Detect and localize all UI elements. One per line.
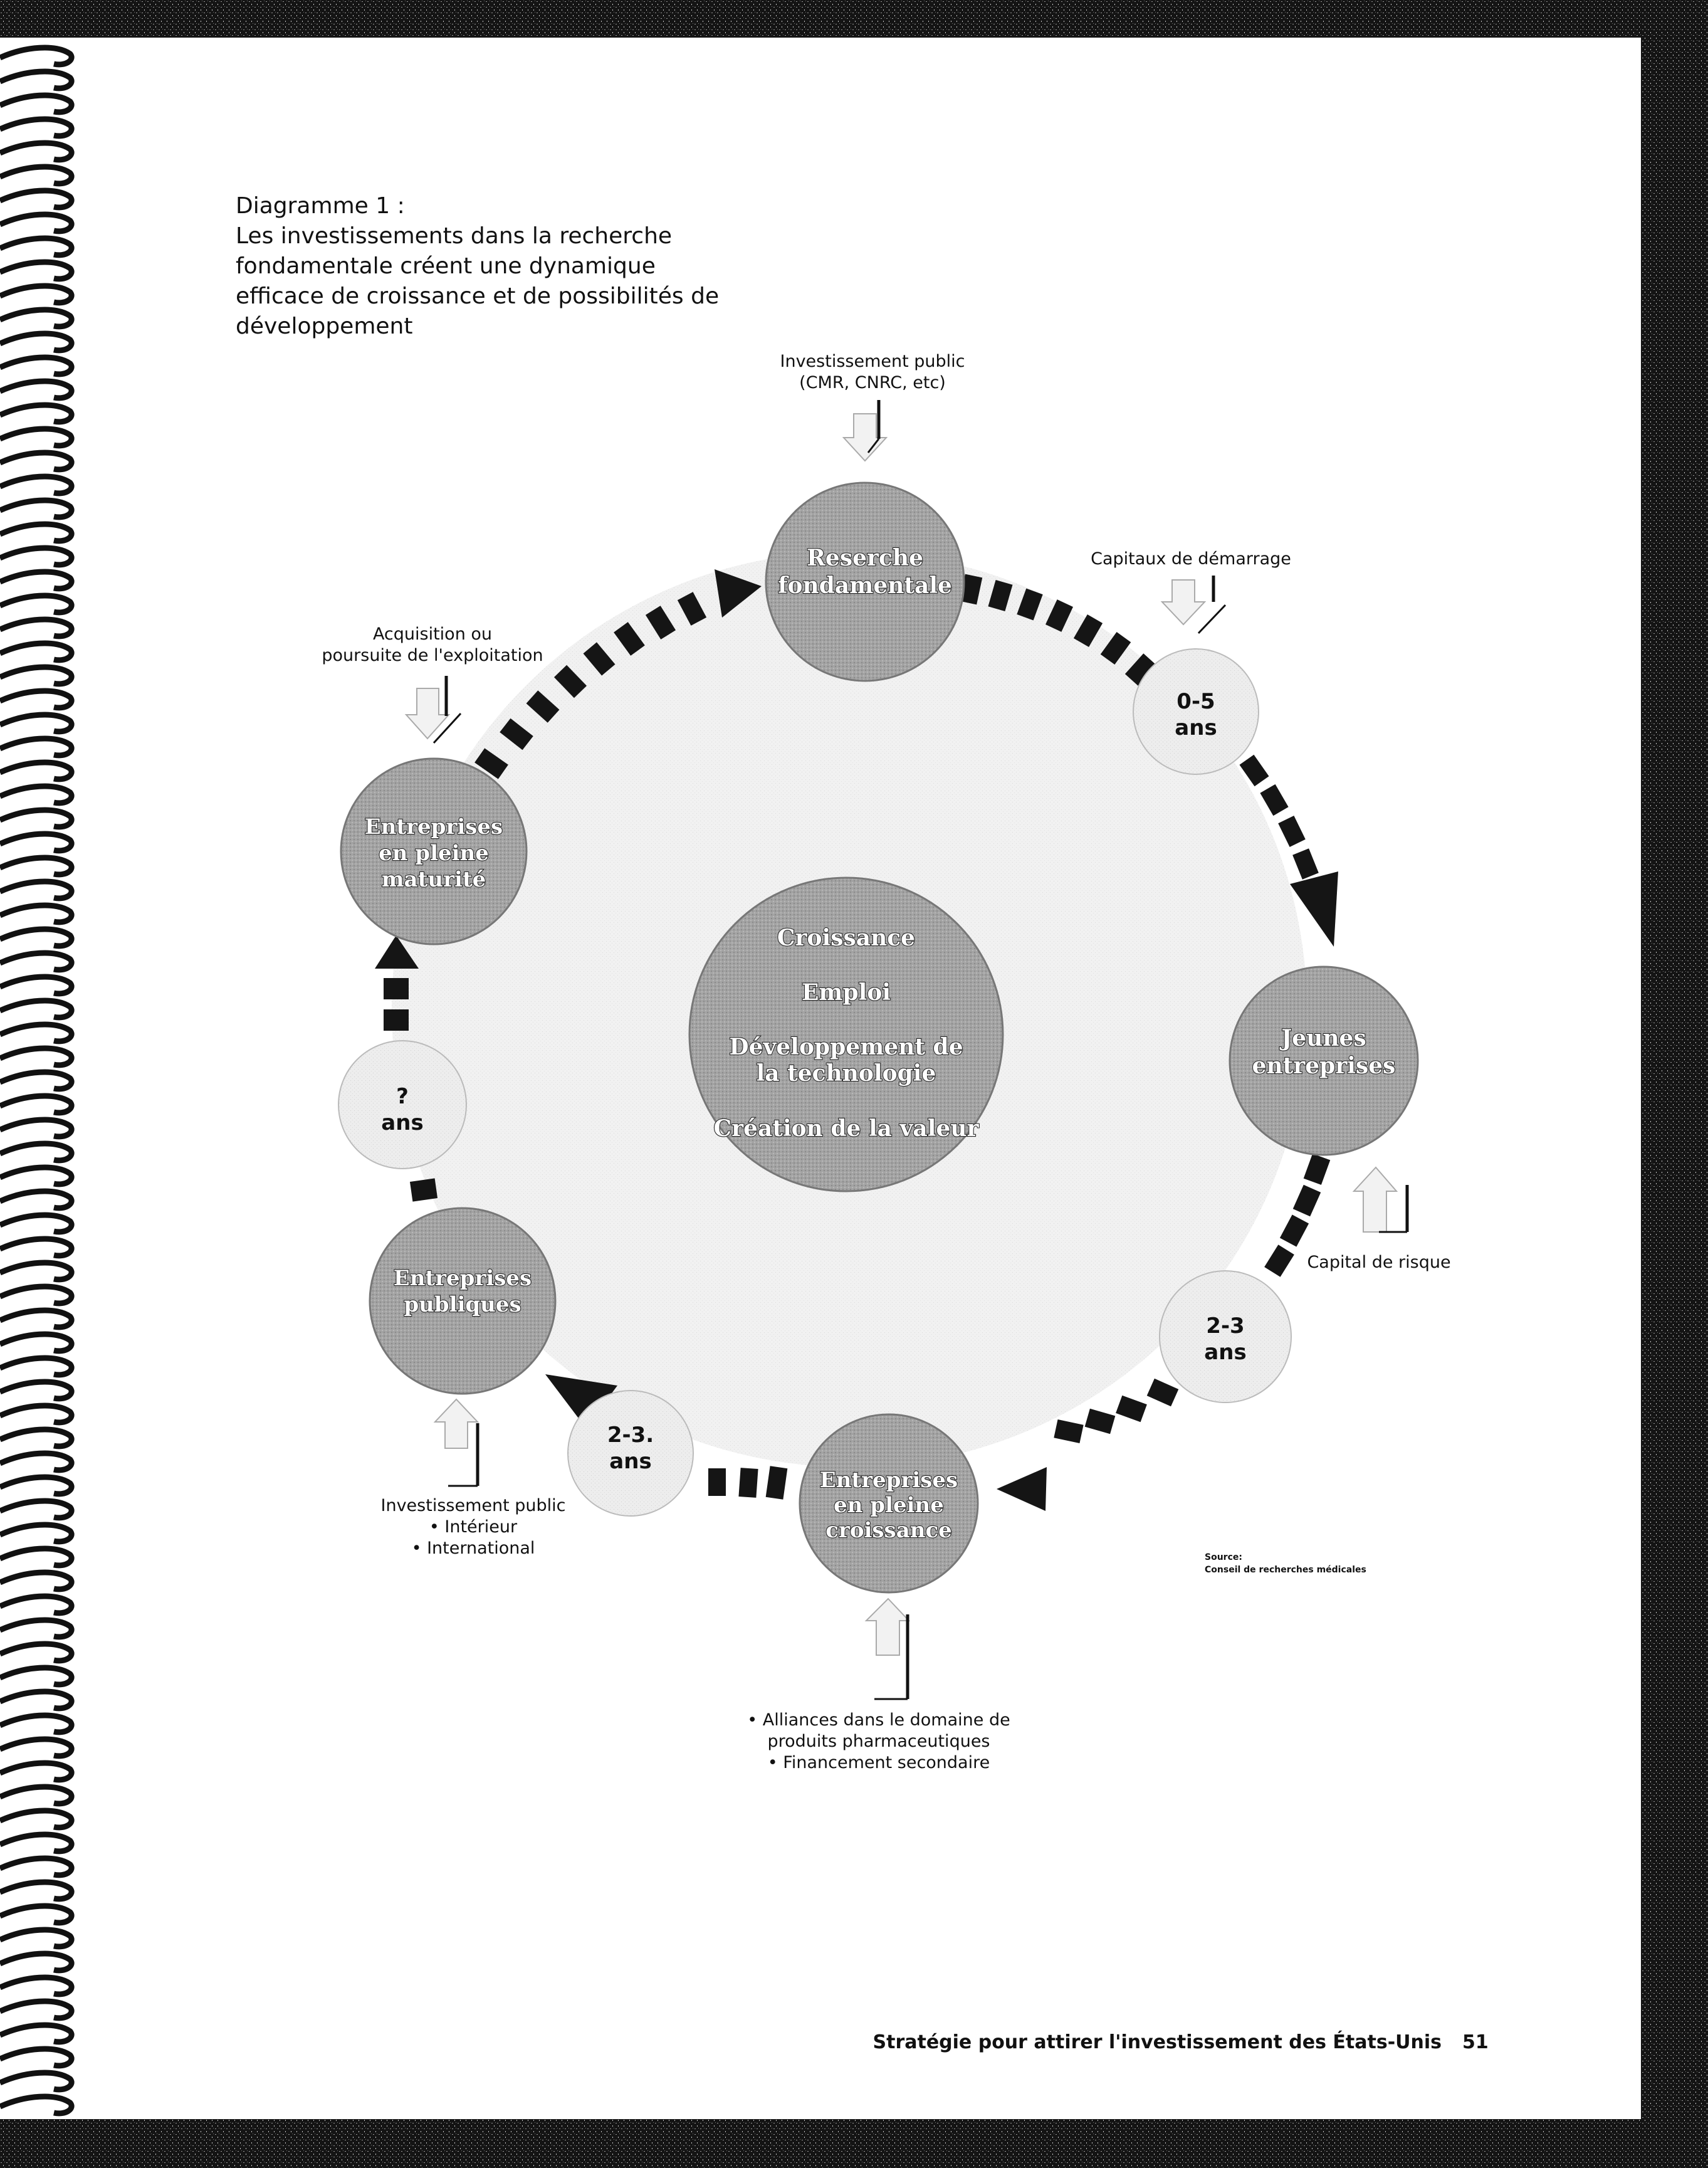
figure-title-line: Les investissements dans la recherche	[236, 223, 673, 249]
outcome-label: Développement de	[729, 1034, 963, 1060]
node-label: Entreprises	[364, 814, 503, 839]
figure-title-line: efficace de croissance et de possibilités de	[236, 283, 720, 309]
source-label: Source:	[1205, 1552, 1242, 1562]
input-label: Investissement public	[780, 352, 965, 371]
figure-title-line: développement	[236, 313, 413, 339]
input-label: Capital de risque	[1307, 1253, 1451, 1272]
arrow-public-to-duration	[410, 1178, 437, 1201]
duration-unit: ans	[609, 1449, 652, 1474]
duration-2-3-b	[568, 1391, 693, 1516]
input-label: (CMR, CNRC, etc)	[799, 373, 946, 392]
input-label: Investissement public	[380, 1496, 566, 1515]
figure-title-line: fondamentale créent une dynamique	[236, 253, 656, 279]
duration-2-3-a	[1160, 1271, 1291, 1402]
node-mature-companies	[341, 759, 527, 944]
node-label: Entreprises	[819, 1468, 958, 1493]
page-number: 51	[1462, 2031, 1489, 2053]
input-label: • International	[411, 1539, 535, 1558]
duration-value: ?	[396, 1084, 409, 1109]
node-young-companies	[1230, 967, 1418, 1155]
input-label: poursuite de l'exploitation	[322, 646, 543, 665]
duration-unit: ans	[381, 1110, 424, 1135]
outcome-label: Emploi	[801, 979, 891, 1006]
node-label: Entreprises	[393, 1266, 532, 1291]
input-label: • Alliances dans le domaine de	[747, 1710, 1010, 1730]
running-title: Stratégie pour attirer l'investissement des États-Unis	[872, 2031, 1442, 2053]
node-label: entreprises	[1252, 1053, 1396, 1079]
node-label: croissance	[825, 1518, 952, 1543]
node-label: fondamentale	[778, 572, 952, 599]
node-label: Jeunes	[1281, 1025, 1366, 1051]
node-label: en pleine	[379, 841, 489, 866]
input-label: • Intérieur	[429, 1517, 518, 1537]
node-research	[766, 483, 964, 681]
duration-0-5	[1133, 649, 1259, 774]
source-value: Conseil de recherches médicales	[1205, 1565, 1366, 1575]
input-label: Acquisition ou	[372, 624, 493, 644]
duration-unit: ans	[1175, 715, 1217, 740]
duration-value: 2-3	[1206, 1313, 1245, 1339]
center-outcomes	[689, 878, 1003, 1191]
node-label: maturité	[381, 867, 486, 892]
page-footer	[873, 2031, 1489, 2053]
duration-unit: ans	[1204, 1340, 1247, 1365]
input-label: produits pharmaceutiques	[767, 1732, 990, 1751]
node-public-companies	[370, 1208, 555, 1394]
input-label: • Financement secondaire	[767, 1753, 990, 1772]
outcome-label: Croissance	[777, 925, 916, 951]
outcome-label: la technologie	[756, 1060, 936, 1087]
node-label: Reserche	[807, 545, 923, 571]
duration-value: 2-3.	[607, 1423, 654, 1448]
outcome-label: Création de la valeur	[713, 1115, 979, 1142]
node-label: publiques	[404, 1292, 521, 1317]
node-growing-companies	[800, 1414, 978, 1592]
input-label: Capitaux de démarrage	[1091, 549, 1291, 569]
duration-value: 0-5	[1176, 689, 1215, 714]
duration-unknown	[338, 1041, 466, 1169]
node-label: en pleine	[834, 1493, 944, 1518]
figure-title-line: Diagramme 1 :	[236, 193, 405, 219]
